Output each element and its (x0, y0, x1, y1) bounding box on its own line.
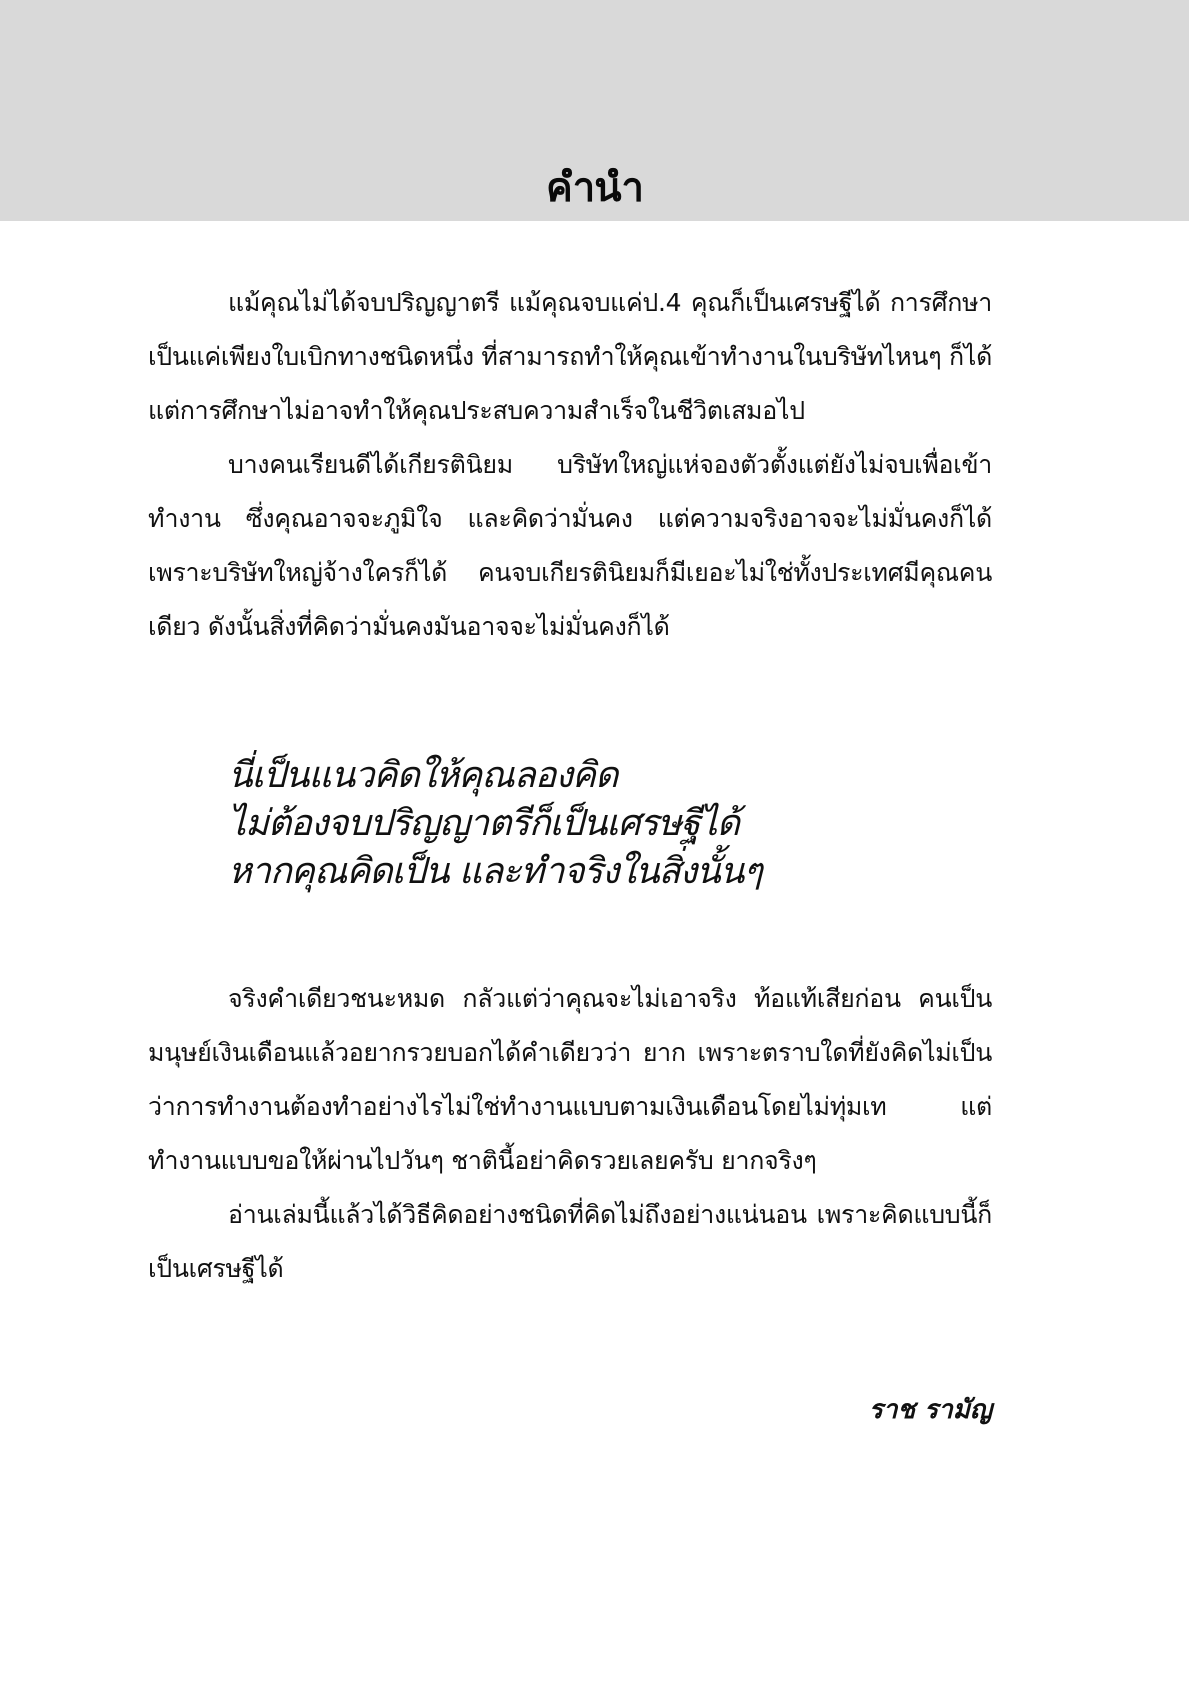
pull-quote (228, 752, 988, 896)
paragraph: จริงคำเดียวชนะหมด กลัวแต่ว่าคุณจะไม่เอาจริง ท้อแท้เสียก่อน คนเป็นมนุษย์เงินเดือนแล้วอยากรวยบอกได้คำเดียวว่า ยาก เพราะตราบใดที่ยังคิดไม่เป็นว่าการทำงานต้องทำอย่างไรไม่ใช่ทำงานแบบตามเงินเดือนโดยไม่ทุ่มเท แต่ทำงานแบบขอให้ผ่านไปวันๆ ชาตินี้อย่าคิดรวยเลยครับ ยากจริงๆ (148, 984, 992, 1175)
intro-text (148, 276, 992, 654)
paragraph: อ่านเล่มนี้แล้วได้วิธีคิดอย่างชนิดที่คิดไม่ถึงอย่างแน่นอน เพราะคิดแบบนี้ก็เป็นเศรษฐีได้ (148, 1200, 992, 1283)
quote-line: ไม่ต้องจบปริญญาตรีก็เป็นเศรษฐีได้ (228, 803, 739, 844)
author-signature: ราช รามัญ (868, 1395, 992, 1425)
closing-text (148, 972, 992, 1296)
quote-line: หากคุณคิดเป็น และทำจริงในสิ่งนั้นๆ (228, 851, 762, 892)
quote-line: นี่เป็นแนวคิดให้คุณลองคิด (228, 755, 618, 796)
page-title: คำนำ (545, 165, 644, 211)
paragraph: แม้คุณไม่ได้จบปริญญาตรี แม้คุณจบแค่ป.4 คุณก็เป็นเศรษฐีได้ การศึกษาเป็นแค่เพียงใบเบิกทางชนิดหนึ่ง ที่สามารถทำให้คุณเข้าทำงานในบริษัทไหนๆ ก็ได้ แต่การศึกษาไม่อาจทำให้คุณประสบความสำเร็จในชีวิตเสมอไป (148, 288, 993, 425)
paragraph: บางคนเรียนดีได้เกียรตินิยม บริษัทใหญ่แห่จองตัวตั้งแต่ยังไม่จบเพื่อเข้าทำงาน ซึ่งคุณอาจจะภูมิใจ และคิดว่ามั่นคง แต่ความจริงอาจจะไม่มั่นคงก็ได้ เพราะบริษัทใหญ่จ้างใครก็ได้ คนจบเกียรตินิยมก็มีเยอะไม่ใช่ทั้งประเทศมีคุณคนเดียว ดังนั้นสิ่งที่คิดว่ามั่นคงมันอาจจะไม่มั่นคงก็ได้ (148, 450, 992, 641)
